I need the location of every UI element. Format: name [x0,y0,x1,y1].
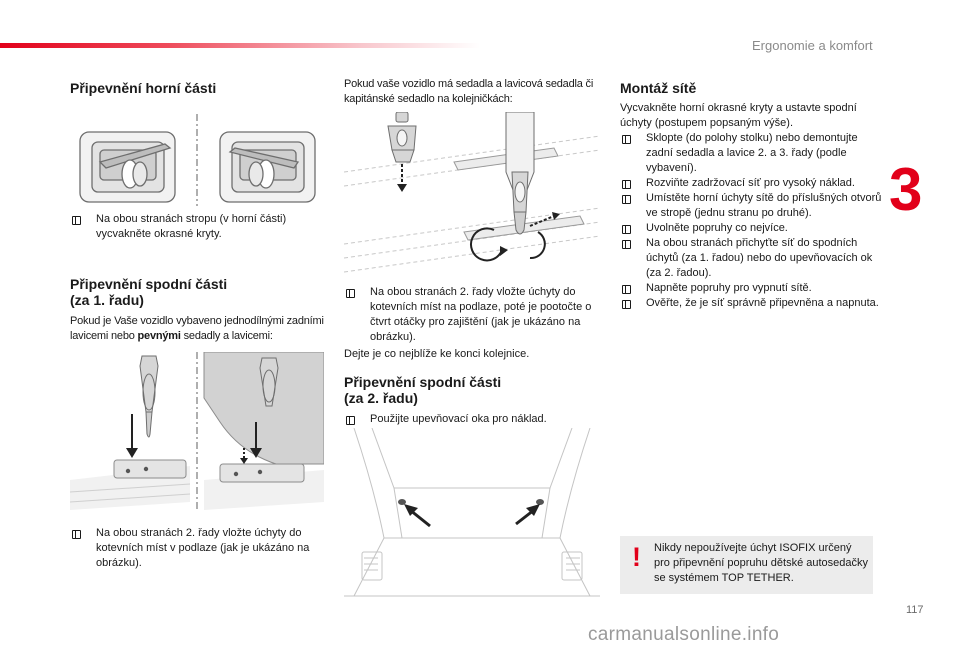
chapter-number: 3 [889,156,923,223]
lower-attachment-row1-title-line1: Připevnění spodní části [70,276,228,292]
rail-anchor-figure [344,112,600,280]
net-step-2: Rozviňte zadržovací síť pro vysoký náklad. [620,176,882,191]
cargo-ring-bullet: Použijte upevňovací oka pro náklad. [344,412,600,427]
lower-attachment-row2-title [344,374,501,406]
right-ceiling-bracket [220,132,315,202]
cargo-ring-arrows [404,504,540,526]
header-accent-stripe [0,43,480,48]
net-installation-title: Montáž sítě [620,80,697,96]
cargo-area-figure [344,428,600,598]
watermark: carmanualsonline.info [588,624,780,645]
net-installation-body [620,101,882,311]
cargo-area-outline [344,428,600,596]
rail-anchor-note: Dejte je co nejblíže ke konci kolejnice. [344,348,530,360]
upper-attachment-bullet: Na obou stranách stropu (v horní části) vycvakněte okrasné kryty. [70,212,320,242]
cargo-ring-step [344,412,600,427]
net-step-7: Ověřte, že je síť správně připevněna a napnuta. [620,296,882,311]
net-step-5: Na obou stranách přichyťte síť do spodních úchytů (za 1. řadou) nebo do upevňovacích ok (za 2. řadou). [620,236,882,281]
section-title: Ergonomie a komfort [752,38,873,53]
intro-text-end: sedadly a lavicemi: [180,330,273,342]
left-floor-panel [70,356,190,510]
lower-attachment-row1-bullet: Na obou stranách 2. řady vložte úchyty do kotevních míst v podlaze (jak je ukázáno na obrázku). [70,526,326,571]
rail-anchor-bullet: Na obou stranách 2. řady vložte úchyty do kotevních míst na podlaze, poté je pootočte o čtvrt otáčky pro zajištění (jak je ukázáno na obrázku). [344,285,600,345]
net-step-3: Umístěte horní úchyty sítě do příslušných otvorů ve stropě (jednu stranu po druhé). [620,191,882,221]
lower-attachment-row2-title-line2: (za 2. řadu) [344,390,418,406]
intro-text-bold: pevnými [137,330,181,342]
net-step-6: Napněte popruhy pro vypnutí sítě. [620,281,882,296]
upper-attachment-step [70,212,320,242]
lower-attachment-row1-title [70,276,227,308]
anchor-hook-upper [388,112,416,192]
right-floor-panel [204,352,324,510]
upper-attachment-title: Připevnění horní části [70,80,217,96]
warning-icon: ! [632,542,641,572]
net-installation-intro: Vycvakněte horní okrasné kryty a ustavte spodní úchyty (postupem popsaným výše). [620,102,857,129]
lower-attachment-row1-intro [70,314,328,344]
left-ceiling-bracket [80,132,175,202]
lower-attachment-row2-title-line1: Připevnění spodní části [344,374,502,390]
page-number: 117 [906,604,924,616]
lower-attachment-row1-title-line2: (za 1. řadu) [70,292,144,308]
rails-intro: Pokud vaše vozidlo má sedadla a lavicová sedadla či kapitánské sedadlo na kolejničkách: [344,78,594,105]
ceiling-cover-figure [70,112,324,208]
net-step-1: Sklopte (do polohy stolku) nebo demontujte zadní sedadla a lavice 2. a 3. řady (podle vybavení). [620,131,882,176]
intro-text-start: Pokud je Vaše vozidlo vybaveno jednodílnými zadními lavicemi nebo [70,315,324,342]
rail-anchor-step [344,285,600,345]
cargo-ring-left [398,499,406,505]
isofix-warning-text: Nikdy nepoužívejte úchyt ISOFIX určený pro připevnění popruhu dětské autosedačky se systémem TOP TETHER. [654,542,869,584]
cargo-ring-right [536,499,544,505]
isofix-warning-box [620,536,873,594]
net-step-4: Uvolněte popruhy co nejvíce. [620,221,882,236]
lower-attachment-row1-step [70,526,326,571]
floor-anchor-row1-figure [70,352,324,512]
